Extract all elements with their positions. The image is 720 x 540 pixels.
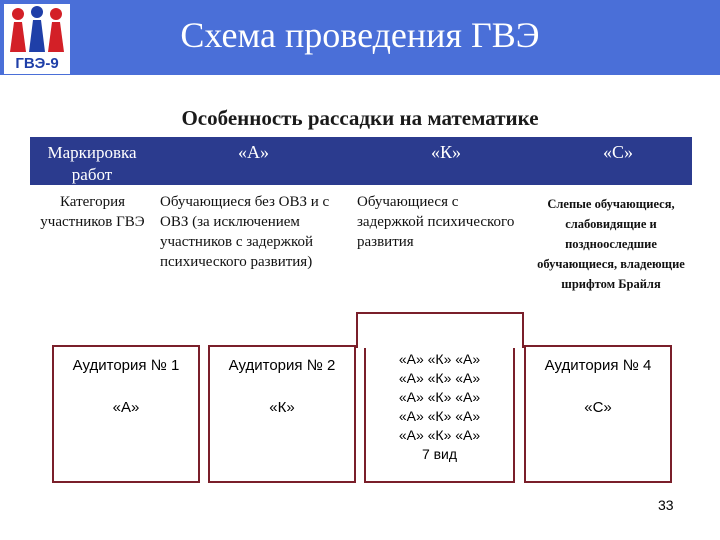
logo-label: ГВЭ-9 [15, 55, 59, 72]
room-1-mark: «А» [112, 399, 140, 416]
room-4-title: Аудитория № 4 [544, 357, 652, 374]
room-4-mark: «С» [584, 399, 612, 416]
marking-label: Маркировка работ [47, 143, 137, 184]
marking-col-a: «А» [238, 142, 269, 162]
slide-subtitle: Особенность рассадки на математике [181, 106, 539, 130]
slide-header [0, 0, 720, 75]
room-3-header-frame [356, 312, 524, 348]
room-3-row: «А» «К» «А» [398, 370, 481, 386]
room-2-mark: «К» [269, 399, 295, 416]
slide-title: Схема проведения ГВЭ [180, 15, 540, 55]
room-3-row: «А» «К» «А» [398, 351, 481, 367]
room-3-row: «А» «К» «А» [398, 389, 481, 405]
page-number: 33 [658, 497, 674, 513]
room-3 [364, 345, 515, 483]
room-2 [208, 345, 356, 483]
room-3-row: «А» «К» «А» [398, 408, 481, 424]
category-a: Обучающиеся без ОВЗ и с ОВЗ (за исключением участников с задержкой психического развития) [160, 194, 330, 270]
gve-logo-figures-icon [4, 4, 70, 56]
room-2-title: Аудитория № 2 [228, 357, 336, 374]
room-3-row: «А» «К» «А» [398, 427, 481, 443]
room-1 [52, 345, 200, 483]
room-1-title: Аудитория № 1 [72, 357, 180, 374]
category-label: Категория участников ГВЭ [40, 194, 145, 230]
gve-logo [4, 4, 70, 74]
category-c: Слепые обучающиеся, слабовидящие и позднооследшие обучающиеся, владеющие шрифтом Брайля [537, 197, 685, 291]
category-k: Обучающиеся с задержкой психического развития [357, 194, 515, 250]
room-4 [524, 345, 672, 483]
marking-col-k: «К» [431, 142, 462, 162]
marking-col-c: «С» [603, 142, 634, 162]
room-3-footer: 7 вид [421, 446, 458, 462]
